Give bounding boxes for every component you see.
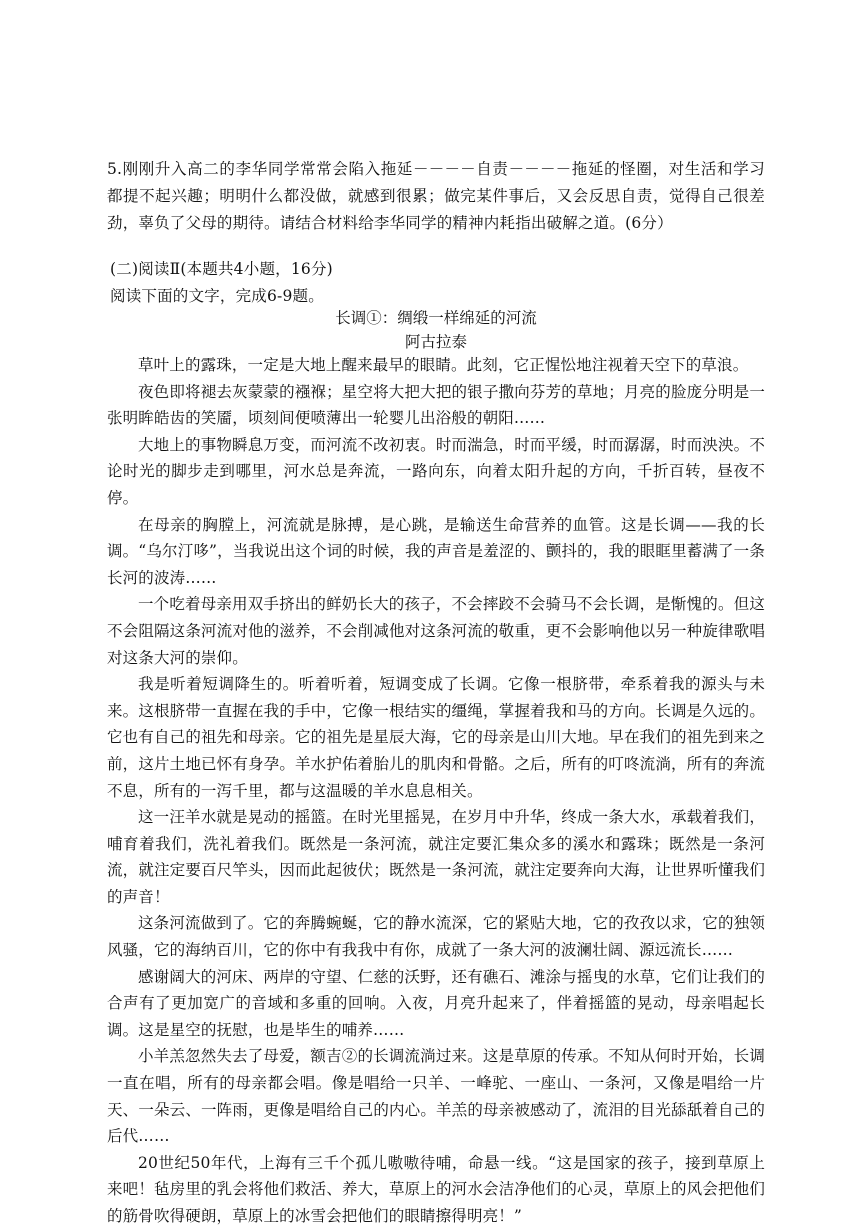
question-5 bbox=[107, 156, 765, 237]
paragraph: 感谢阔大的河床、两岸的守望、仁慈的沃野，还有礁石、滩涂与摇曳的水草，它们让我们的合声有了更加宽广的音域和多重的回响。入夜，月亮升起来了，伴着摇篮的晃动，母亲唱起长调。这是星空的抚慰，也是毕生的哺养…… bbox=[107, 967, 765, 1039]
paragraph: 草叶上的露珠，一定是大地上醒来最早的眼睛。此刻，它正惺忪地注视着天空下的草浪。 bbox=[138, 356, 749, 374]
paragraph: 小羊羔忽然失去了母爱，额吉②的长调流淌过来。这是草原的传承。不知从何时开始，长调一直在唱，所有的母亲都会唱。像是唱给一只羊、一峰驼、一座山、一条河，又像是唱给一片天、一朵云、一阵雨，更像是唱给自己的内心。羊羔的母亲被感动了，流泪的目光舔舐着自己的后代…… bbox=[107, 1047, 765, 1146]
paragraph: 夜色即将褪去灰蒙蒙的襁褓；星空将大把大把的银子撒向芬芳的草地；月亮的脸庞分明是一张明眸皓齿的笑靥，顷刻间便喷薄出一轮婴儿出浴般的朝阳…… bbox=[107, 382, 765, 428]
section-2-heading: (二)阅读Ⅱ(本题共4小题，16分) bbox=[110, 260, 333, 278]
question-5-text: 5.刚刚升入高二的李华同学常常会陷入拖延－－－－自责－－－－拖延的怪圈，对生活和学习都提不起兴趣；明明什么都没做，就感到很累；做完某件事后，又会反思自责，觉得自己很差劲，辜负了父母的期待。请结合材料给李华同学的精神内耗指出破解之道。(6分） bbox=[107, 160, 765, 232]
article-title: 长调①：绸缎一样绵延的河流 bbox=[335, 309, 537, 327]
article-author: 阿古拉泰 bbox=[404, 333, 467, 351]
paragraph: 大地上的事物瞬息万变，而河流不改初衷。时而湍急，时而平缓，时而潺潺，时而泱泱。不论时光的脚步走到哪里，河水总是奔流，一路向东，向着太阳升起的方向，千折百转，昼夜不停。 bbox=[107, 435, 765, 507]
paragraph: 20世纪50年代，上海有三千个孤儿嗷嗷待哺，命悬一线。“这是国家的孩子，接到草原上来吧！毡房里的乳会将他们救活、养大，草原上的河水会洁净他们的心灵，草原上的风会把他们的筋骨吹得硬朗，草原上的冰雪会把他们的眼睛擦得明亮！” bbox=[107, 1153, 765, 1225]
paragraph: 在母亲的胸膛上，河流就是脉搏，是心跳，是输送生命营养的血管。这是长调——我的长调。“乌尔汀哆”，当我说出这个词的时候，我的声音是羞涩的、颤抖的，我的眼眶里蓄满了一条长河的波涛…… bbox=[107, 515, 765, 587]
section-2-header bbox=[110, 256, 768, 310]
paragraph: 这条河流做到了。它的奔腾蜿蜒，它的静水流深，它的紧贴大地，它的孜孜以求，它的独领风骚，它的海纳百川，它的你中有我我中有你，成就了一条大河的波澜壮阔、源远流长…… bbox=[107, 914, 765, 960]
paragraph: 这一汪羊水就是晃动的摇篮。在时光里摇晃，在岁月中升华，终成一条大水，承载着我们，哺育着我们，洗礼着我们。既然是一条河流，就注定要汇集众多的溪水和露珠；既然是一条河流，就注定要百尺竿头，因而此起彼伏；既然是一条河流，就注定要奔向大海，让世界听懂我们的声音！ bbox=[107, 808, 765, 906]
article-body bbox=[107, 352, 765, 1230]
paragraph: 一个吃着母亲用双手挤出的鲜奶长大的孩子，不会摔跤不会骑马不会长调，是惭愧的。但这不会阻隔这条河流对他的滋养，不会削减他对这条河流的敬重，更不会影响他以另一种旋律歌唱对这条大河的崇仰。 bbox=[107, 595, 765, 667]
paragraph: 我是听着短调降生的。听着听着，短调变成了长调。它像一根脐带，牵系着我的源头与未来。这根脐带一直握在我的手中，它像一根结实的缰绳，掌握着我和马的方向。长调是久远的。它也有自己的祖先和母亲。它的祖先是星辰大海，它的母亲是山川大地。早在我们的祖先到来之前，这片土地已怀有身孕。羊水护佑着胎儿的肌肉和骨骼。之后，所有的叮咚流淌，所有的奔流不息，所有的一泻千里，都与这温暖的羊水息息相关。 bbox=[107, 675, 765, 800]
section-2-instruction: 阅读下面的文字，完成6-9题。 bbox=[110, 287, 324, 305]
